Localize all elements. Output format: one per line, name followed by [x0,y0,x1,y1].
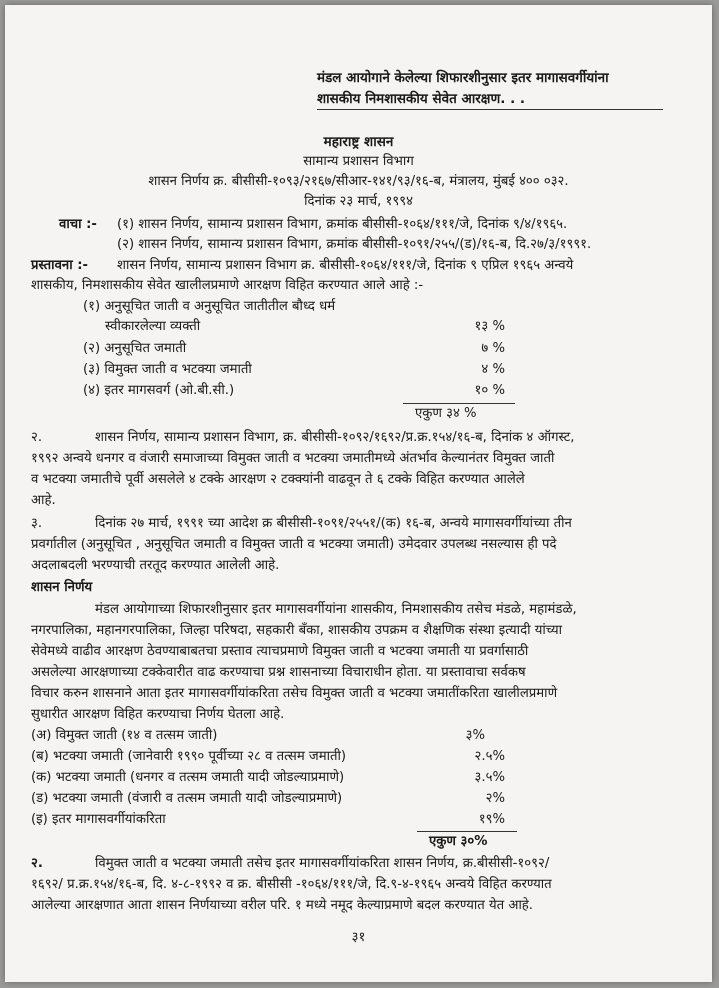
preamble-total-rule [403,403,515,404]
para2-line-1: शासन निर्णय, सामान्य प्रशासन विभाग, क्र. बीसीसी-१०९२/१६९२/प्र.क्र.१५४/१६-ब, दिनांक ४ ऑगस्ट, [95,430,575,445]
decision-item-e: (इ) इतर मागासवर्गीयांकरिता [31,812,166,827]
preamble-item-1: (१) अनुसूचित जाती व अनुसूचित जातीतील बौध्द धर्म [83,299,336,314]
read-item-2: (२) शासन निर्णय, सामान्य प्रशासन विभाग, क्रमांक बीसीसी-१०९१/२५५/(ड)/१६-ब, दि.२७/३/१९९१. [117,237,592,252]
gr-date: दिनांक २३ मार्च, १९९४ [304,194,413,209]
final-para-number: २. [31,856,43,871]
heading-line-2: शासकीय निमशासकीय सेवेत आरक्षण. . . [317,91,526,107]
decision-item-e-value: १९% [478,812,505,827]
decision-total: एकुण ३०% [429,834,488,849]
decision-item-c: (क) भटक्या जमाती (धनगर व तत्सम जमाती यादी जोडल्याप्रमाणे) [31,770,345,785]
final-para-line-3: आलेल्या आरक्षणात आता शासन निर्णयाच्या वरील परि. १ मध्ये नमूद केल्याप्रमाणे बदल करण्यात येत आहे. [31,898,534,913]
preamble-label: प्रस्तावना :- [31,258,88,273]
final-para-line-2: १६९२/ प्र.क्र.१५४/१६-ब, दि. ४-८-१९९२ व क्र. बीसीसी -१०६४/१११/जे, दि.९-४-१९६५ अन्वये विहित करण्यात [31,877,552,892]
decision-item-c-value: ३.५% [474,770,505,785]
decision-line-2: नगरपालिका, महानगरपालिका, जिल्हा परिषदा, सहकारी बँका, शासकीय उपक्रम व शैक्षणिक संस्था इत्यादी यांच्या [31,623,563,638]
preamble-item-1-cont: स्वीकारलेल्या व्यक्ती [105,319,201,334]
preamble-item-1-value: १३ % [474,319,505,334]
preamble-total: एकुण ३४ % [415,406,477,421]
heading-line-1: मंडल आयोगाने केलेल्या शिफारशीनुसार इतर मागासवर्गीयांना [317,70,609,86]
document-page [5,5,712,982]
decision-item-b: (ब) भटक्या जमाती (जानेवारी १९९० पूर्वीच्या २८ व तत्सम जमाती) [31,749,347,764]
preamble-text-1: शासन निर्णय, सामान्य प्रशासन विभाग क्र. बीसीसी-१०६४/१११/जे, दिनांक ९ एप्रिल १९६५ अन्वये [117,258,574,273]
decision-line-6: सुधारीत आरक्षण विहित करण्याचा निर्णय घेतला आहे. [31,707,285,722]
decision-item-a: (अ) विमुक्त जाती (१४ व तत्सम जाती) [31,728,218,743]
page-number: ३१ [351,930,366,945]
decision-total-rule [417,831,517,832]
para2-number: २. [31,430,43,445]
para3-line-3: अदलाबदली भरण्याची तरतूद करण्यात आलेली आहे. [31,558,280,573]
read-label: वाचा :- [59,217,97,232]
preamble-item-2-value: ७ % [481,341,505,356]
para2-line-4: आहे. [31,493,56,508]
decision-item-d: (ड) भटक्या जमाती (वंजारी व तत्सम जमाती यादी जोडल्याप्रमाणे) [31,791,343,806]
para2-line-2: १९९२ अन्वये धनगर व वंजारी समाजाच्या विमुक्त जाती व भटक्या जमातीमध्ये अंतर्भाव केल्यानंतर विमुक्त जाती [31,451,555,466]
heading-underline [317,109,663,110]
preamble-item-3-value: ४ % [481,362,505,377]
decision-line-4: असलेल्या आरक्षणाच्या टक्केवारीत वाढ करण्याचा प्रश्न शासनाच्या विचाराधीन होता. या प्रस्तावाचा सर्वकष [31,665,526,680]
decision-line-1: मंडल आयोगाच्या शिफारशीनुसार इतर मागासवर्गीयांना शासकीय, निमशासकीय तसेच मंडळे, महामंडळे, [95,602,577,617]
final-para-line-1: विमुक्त जाती व भटक्या जमाती तसेच इतर मागासवर्गीयांकरिता शासन निर्णय, क्र.बीसीसी-१०९२/ [95,856,550,871]
para3-line-2: प्रवर्गातील (अनुसूचित , अनुसूचित जमाती व विमुक्त जाती व भटक्या जमाती) उमेदवार उपलब्ध नसल्यास ही पदे [31,537,557,552]
decision-title: शासन निर्णय [31,580,93,595]
preamble-item-2: (२) अनुसूचित जमाती [83,341,187,356]
govt-name: महाराष्ट्र शासन [323,134,394,150]
decision-item-b-value: २.५% [474,749,505,764]
para2-line-3: व भटक्या जमातीचे पूर्वी असलेले ४ टक्के आरक्षण २ टक्क्यांनी वाढवून ते ६ टक्के विहित करण्यात आलेले [31,472,525,487]
para3-number: ३. [31,516,43,531]
read-item-1: (१) शासन निर्णय, सामान्य प्रशासन विभाग, क्रमांक बीसीसी-१०६४/१११/जे, दिनांक ९/४/१९६५. [117,217,568,232]
gr-number: शासन निर्णय क्र. बीसीसी-१०९३/२१६७/सीआर-१४१/९३/१६-ब, मंत्रालय, मुंबई ४०० ०३२. [148,174,569,189]
decision-line-5: विचार करुन शासनाने आता इतर मागासवर्गीयांकरिता तसेच विमुक्त जाती व भटक्या जमातींकरिता खालीलप्रमाणे [31,686,558,701]
decision-item-a-value: ३% [465,728,485,743]
para3-line-1: दिनांक २७ मार्च, १९९१ च्या आदेश क्र बीसीसी-१०९१/२५५१/(क) १६-ब, अन्वये मागासवर्गीयांच्या तीन [95,516,572,531]
decision-line-3: सेवेमध्ये वाढीव आरक्षण ठेवण्याबाबतचा प्रस्ताव त्याचप्रमाणे विमुक्त जाती व भटक्या जमाती या प्रवर्गासाठी [31,644,529,659]
preamble-item-4: (४) इतर मागसवर्ग (ओ.बी.सी.) [83,383,235,398]
department-name: सामान्य प्रशासन विभाग [303,154,414,169]
decision-item-d-value: २% [485,791,505,806]
preamble-text-2: शासकीय, निमशासकीय सेवेत खालीलप्रमाणे आरक्षण विहित करण्यात आले आहे :- [31,278,424,293]
preamble-item-4-value: १० % [474,383,505,398]
preamble-item-3: (३) विमुक्त जाती व भटक्या जमाती [83,362,252,377]
